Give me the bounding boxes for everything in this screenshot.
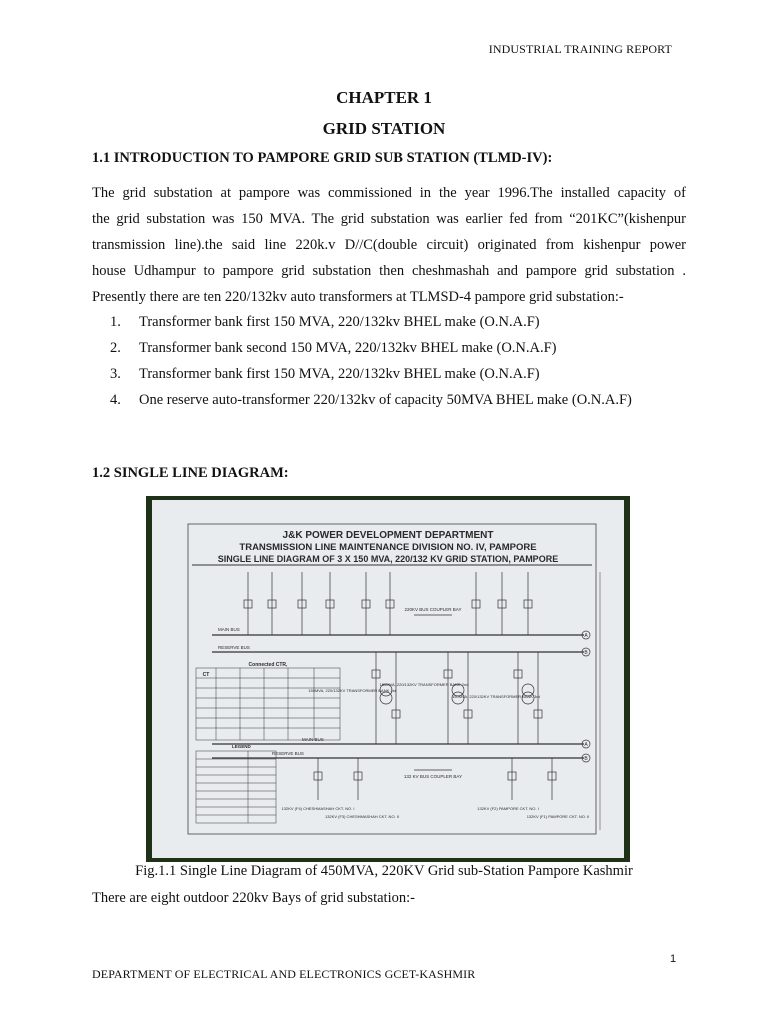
legend-table (196, 751, 276, 823)
diagram-title-line: TRANSMISSION LINE MAINTENANCE DIVISION NO. IV, PAMPORE (239, 542, 537, 553)
running-footer: DEPARTMENT OF ELECTRICAL AND ELECTRONICS GCET-KASHMIR (92, 967, 476, 981)
reserve-bus-132-label: RESERVE BUS (272, 751, 304, 756)
chapter-subtitle: GRID STATION (322, 119, 446, 138)
intro-paragraph (92, 180, 686, 310)
bus-coupler-220-label: 220KV BUS COUPLER BAY (404, 607, 462, 612)
list-number: 4. (110, 392, 121, 408)
main-bus-132-label: MAIN BUS (302, 737, 324, 742)
page-number: 1 (670, 953, 677, 965)
list-item (110, 335, 632, 361)
main-bus-220-label: MAIN BUS (218, 627, 240, 632)
bus-a-lower-label: A (584, 742, 588, 748)
running-header: INDUSTRIAL TRAINING REPORT (488, 42, 672, 56)
feeder-2-label: 132KV (F3) CHESHMASHAH CKT. NO. II (324, 814, 400, 819)
bus-b-label: B (584, 650, 588, 656)
list-item (110, 309, 632, 335)
list-item (110, 387, 632, 413)
paragraph-line: the grid substation was 150 MVA. The grid substation was earlier fed from “201KC”(kishenpur (92, 211, 686, 227)
reserve-bus-220-label: RESERVE BUS (218, 645, 250, 650)
bus-coupler-132-label: 132 KV BUS COUPLER BAY (403, 774, 463, 779)
bus-a-label: A (584, 633, 588, 639)
feeder-4-label: 132KV (F1) PAMPORE CKT. NO. II (526, 814, 590, 819)
diagram-title-line: J&K POWER DEVELOPMENT DEPARTMENT (282, 530, 494, 541)
transformer-list (110, 309, 632, 413)
section-heading-single-line-diagram: 1.2 SINGLE LINE DIAGRAM: (92, 465, 289, 481)
bus-b-lower-label: B (584, 756, 588, 762)
single-line-diagram (152, 500, 624, 858)
feeder-1-label: 132KV (F4) CHESHMASHAH CKT. NO. I (281, 806, 355, 811)
diagram-title-line: SINGLE LINE DIAGRAM OF 3 X 150 MVA, 220/132 KV GRID STATION, PAMPORE (217, 554, 559, 564)
drawing-border (188, 524, 596, 834)
chapter-title: CHAPTER 1 (336, 88, 432, 107)
ct-table-header: CT (202, 672, 210, 678)
ct-table (196, 668, 340, 740)
list-text: Transformer bank first 150 MVA, 220/132kv BHEL make (O.N.A.F) (139, 366, 540, 382)
paragraph-line: transmission line).the said line 220k.v D//C(double circuit) originated from kishenpur power (92, 237, 686, 253)
paragraph-line: Presently there are ten 220/132kv auto transformers at TLMSD-4 pampore grid substation:- (92, 289, 624, 305)
list-number: 1. (110, 314, 121, 330)
list-item (110, 361, 632, 387)
section-heading-introduction: 1.1 INTRODUCTION TO PAMPORE GRID SUB STATION (TLMD-IV): (92, 150, 553, 166)
lower-feeder-bays (314, 758, 556, 800)
diagram-sheet (152, 500, 624, 858)
bank-2-label: 150MVA, 220/132KV TRANSFORMER BANK 2nd (379, 682, 469, 687)
upper-feeder-bays (244, 572, 532, 635)
list-text: One reserve auto-transformer 220/132kv of capacity 50MVA BHEL make (O.N.A.F) (139, 392, 632, 408)
feeder-3-label: 132KV (F2) PAMPORE CKT. NO. I (477, 806, 539, 811)
bank-3-label: 150MVA, 220/132KV TRANSFORMER BANK 3rd (452, 694, 540, 699)
diagram-photo (146, 496, 630, 862)
paragraph-line: The grid substation at pampore was commissioned in the year 1996.The installed capacity of (92, 185, 686, 201)
list-text: Transformer bank first 150 MVA, 220/132kv BHEL make (O.N.A.F) (139, 314, 540, 330)
list-number: 3. (110, 366, 121, 382)
paragraph-line: house Udhampur to pampore grid substation then cheshmashah and pampore grid substation . (92, 263, 686, 279)
legend-title: LEGEND (232, 744, 251, 749)
bays-statement: There are eight outdoor 220kv Bays of grid substation:- (92, 890, 415, 906)
figure-caption: Fig.1.1 Single Line Diagram of 450MVA, 220KV Grid sub-Station Pampore Kashmir (135, 863, 633, 879)
bank-1-label: 150MVA, 220/132KV TRANSFORMER BANK 1st (308, 688, 396, 693)
list-text: Transformer bank second 150 MVA, 220/132kv BHEL make (O.N.A.F) (139, 340, 557, 356)
ct-table-title: Connected CTR, (248, 662, 288, 668)
list-number: 2. (110, 340, 121, 356)
